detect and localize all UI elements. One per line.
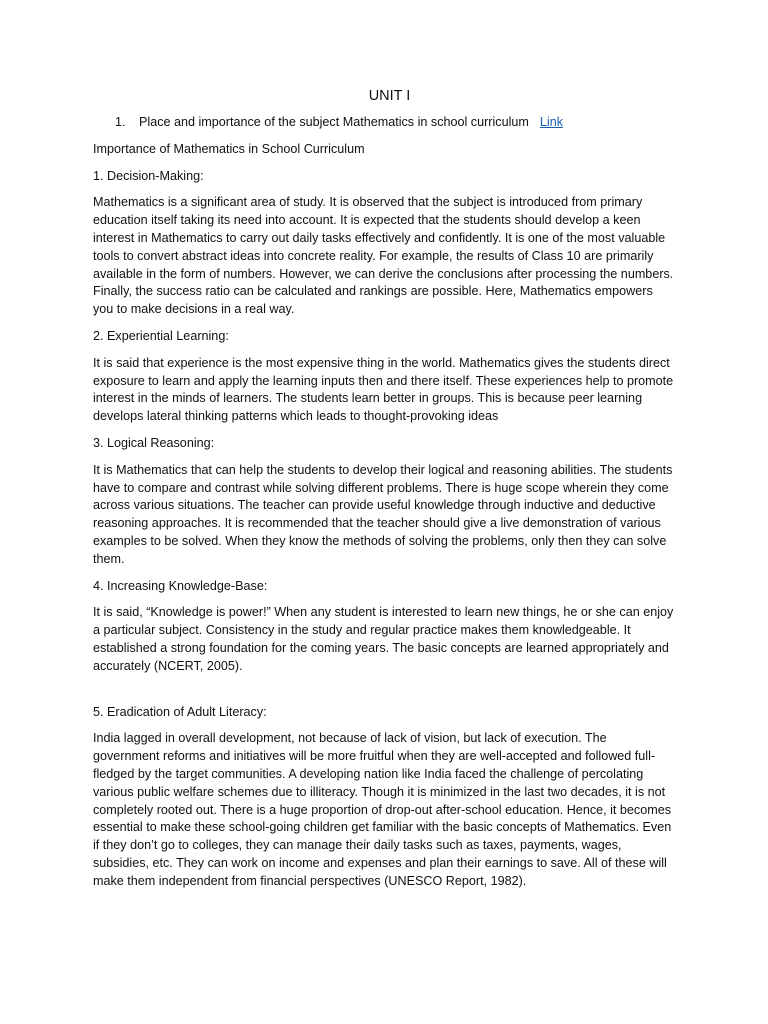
section-heading-logical-reasoning: 3. Logical Reasoning: [93, 435, 215, 450]
section-heading-adult-literacy: 5. Eradication of Adult Literacy: [93, 704, 267, 719]
toc-text: Place and importance of the subject Mathematics in school curriculum [139, 115, 529, 129]
paragraph-spacer [93, 685, 674, 704]
page-title: UNIT I [368, 88, 411, 104]
section-body-adult-literacy: India lagged in overall development, not because of lack of vision, but lack of execution. The government reforms and initiatives will be more fruitful when they are well-accepted and followed full-fledged by the target communities. A developing nation like India faced the challenge of percolating various public welfare schemes due to illiteracy. Though it is minimized in the last two decades, it is not completely rooted out. There is a huge proportion of drop-out after-school education. Hence, it becomes essential to make these school-going children get familiar with the basic concepts of Mathematics. Even if they don’t go to colleges, they can manage their daily tasks such as taxes, payments, wages, subsidies, etc. They can work on income and expenses and plan their earnings to save. All of these will make them independent from financial perspectives (UNESCO Report, 1982). [93, 731, 672, 888]
section-body-logical-reasoning: It is Mathematics that can help the students to develop their logical and reasoning abilities. The students have to compare and contrast while solving different problems. There is huge scope wherein they come across various situations. The teacher can provide useful knowledge through inductive and deductive reasoning approaches. It is recommended that the teacher should give a live demonstration of various examples to be solved. When they know the methods of solving the problems, only then they can solve them. [93, 462, 673, 566]
section-heading-experiential-learning: 2. Experiential Learning: [93, 328, 229, 343]
toc-link[interactable]: Link [539, 115, 563, 129]
section-body-experiential-learning: It is said that experience is the most expensive thing in the world. Mathematics gives the students direct exposure to learn and apply the learning inputs then and there itself. These experiences help to promote interest in the minds of learners. The students learn better in groups. This is because peer learning develops lateral thinking patterns which leads to thought-provoking ideas [93, 355, 674, 424]
section-body-decision-making: Mathematics is a significant area of study. It is observed that the subject is introduced from primary education itself taking its need into account. It is expected that the students should develop a keen interest in Mathematics to carry out daily tasks effectively and confidently. It is one of the most valuable tools to convert abstract ideas into concrete reality. For example, the results of Class 10 are primarily available in the form of numbers. However, we can derive the conclusions after processing the numbers. Finally, the success ratio can be calculated and rankings are possible. Here, Mathematics empowers you to make decisions in a real way. [93, 195, 674, 317]
section-body-knowledge-base: It is said, “Knowledge is power!” When any student is interested to learn new things, he or she can enjoy a particular subject. Consistency in the study and regular practice makes them knowledgeable. It established a strong foundation for the coming years. The basic concepts are learned appropriately and accurately (NCERT, 2005). [93, 605, 674, 673]
section-heading-knowledge-base: 4. Increasing Knowledge-Base: [93, 578, 268, 593]
section-heading-decision-making: 1. Decision-Making: [93, 168, 204, 183]
toc-number: 1. [115, 115, 126, 129]
toc-item [93, 114, 674, 132]
intro-heading: Importance of Mathematics in School Curriculum [93, 141, 365, 156]
